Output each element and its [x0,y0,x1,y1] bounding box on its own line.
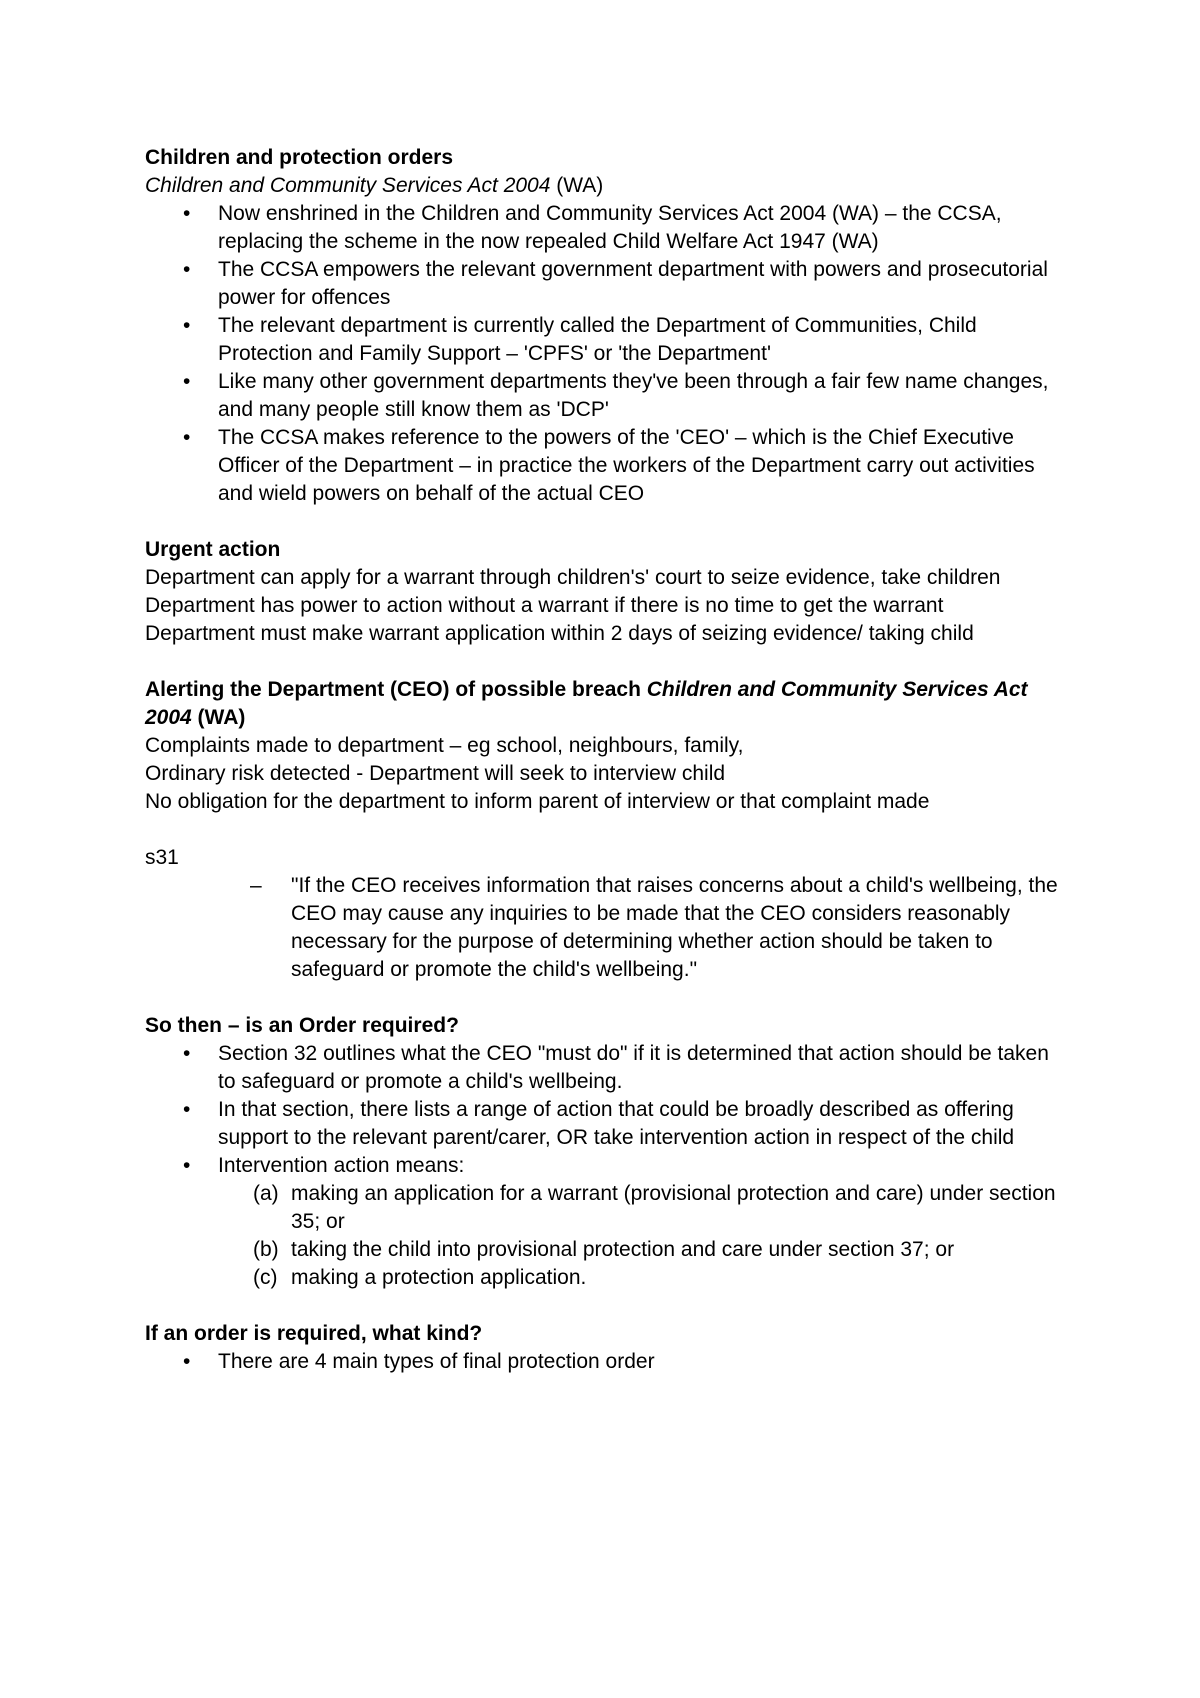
item-marker: (c) [253,1266,278,1289]
document-body [145,144,1065,1376]
list-item: • The CCSA makes reference to the powers of the 'CEO' – which is the Chief Executive Officer of the Department – in practice the workers of the Department carry out activities and wield powers on behalf of the actual CEO [183,426,1035,505]
section-heading: Children and protection orders [145,146,454,169]
paragraph: Department can apply for a warrant through children's' court to seize evidence, take children [145,566,1001,589]
bullet-marker: • [183,1154,191,1177]
section-order-required [145,1012,1065,1292]
act-subtitle [145,172,1065,200]
paragraph: No obligation for the department to inform parent of interview or that complaint made [145,790,930,813]
list-item: • Like many other government departments they've been through a fair few name changes, and many people still know them as 'DCP' [183,370,1049,421]
section-heading: Alerting the Department (CEO) of possible breach Children and Community Services Act 2004 (WA) [145,678,1028,729]
section-children-protection-orders [145,144,1065,508]
list-item: • The relevant department is currently called the Department of Communities, Child Protection and Family Support – 'CPFS' or 'the Department' [183,314,977,365]
list-item: (a) making an application for a warrant (provisional protection and care) under section 35; or [253,1182,1056,1233]
section-alerting-department [145,676,1065,984]
list-item: (c) making a protection application. [145,1264,1065,1292]
act-title-italic: Children and Community Services Act 2004 [145,678,1028,729]
section-urgent-action [145,536,1065,648]
paragraph: Department must make warrant application within 2 days of seizing evidence/ taking child [145,622,974,645]
bullet-marker: • [183,1350,191,1373]
bullet-marker: • [183,1098,191,1121]
paragraph: Complaints made to department – eg school, neighbours, family, [145,734,744,757]
bullet-marker: • [183,370,191,393]
bullet-marker: • [183,1042,191,1065]
paragraph: Department has power to action without a warrant if there is no time to get the warrant [145,594,944,617]
item-marker: (b) [253,1238,279,1261]
bullet-marker: • [183,426,191,449]
act-title-italic: Children and Community Services Act 2004 [145,174,551,197]
section-reference: s31 [145,846,179,869]
list-item: • Section 32 outlines what the CEO "must do" if it is determined that action should be taken to safeguard or promote a child's wellbeing. [183,1042,1049,1093]
statutory-quote [145,872,1065,984]
list-item: • In that section, there lists a range of action that could be broadly described as offering support to the relevant parent/carer, OR take intervention action in respect of the child [183,1098,1015,1149]
intervention-action-list [145,1180,1065,1292]
act-jurisdiction: (WA) [550,174,604,197]
item-marker: (a) [253,1182,279,1205]
bullet-marker: • [183,258,191,281]
section-heading: So then – is an Order required? [145,1014,459,1037]
paragraph: Ordinary risk detected - Department will seek to interview child [145,762,726,785]
list-item: • There are 4 main types of final protection order [145,1348,1065,1376]
bullet-list [145,1040,1065,1180]
quote-text: "If the CEO receives information that raises concerns about a child's wellbeing, the CEO may cause any inquiries to be made that the CEO considers reasonably necessary for the purpose of determining whether action should be taken to safeguard or promote the child's wellbeing." [291,874,1058,981]
list-item: • The CCSA empowers the relevant government department with powers and prosecutorial power for offences [183,258,1048,309]
list-item: (b) taking the child into provisional protection and care under section 37; or [145,1236,1065,1264]
section-order-kind [145,1320,1065,1376]
section-heading: Urgent action [145,538,281,561]
section-heading: If an order is required, what kind? [145,1322,483,1345]
bullet-list [145,200,1065,508]
list-item: • Intervention action means: [145,1152,1065,1180]
list-item: • Now enshrined in the Children and Community Services Act 2004 (WA) – the CCSA, replacing the scheme in the now repealed Child Welfare Act 1947 (WA) [183,202,1002,253]
bullet-marker: • [183,314,191,337]
bullet-marker: • [183,202,191,225]
bullet-list [145,1348,1065,1376]
dash-marker: – [250,874,262,897]
